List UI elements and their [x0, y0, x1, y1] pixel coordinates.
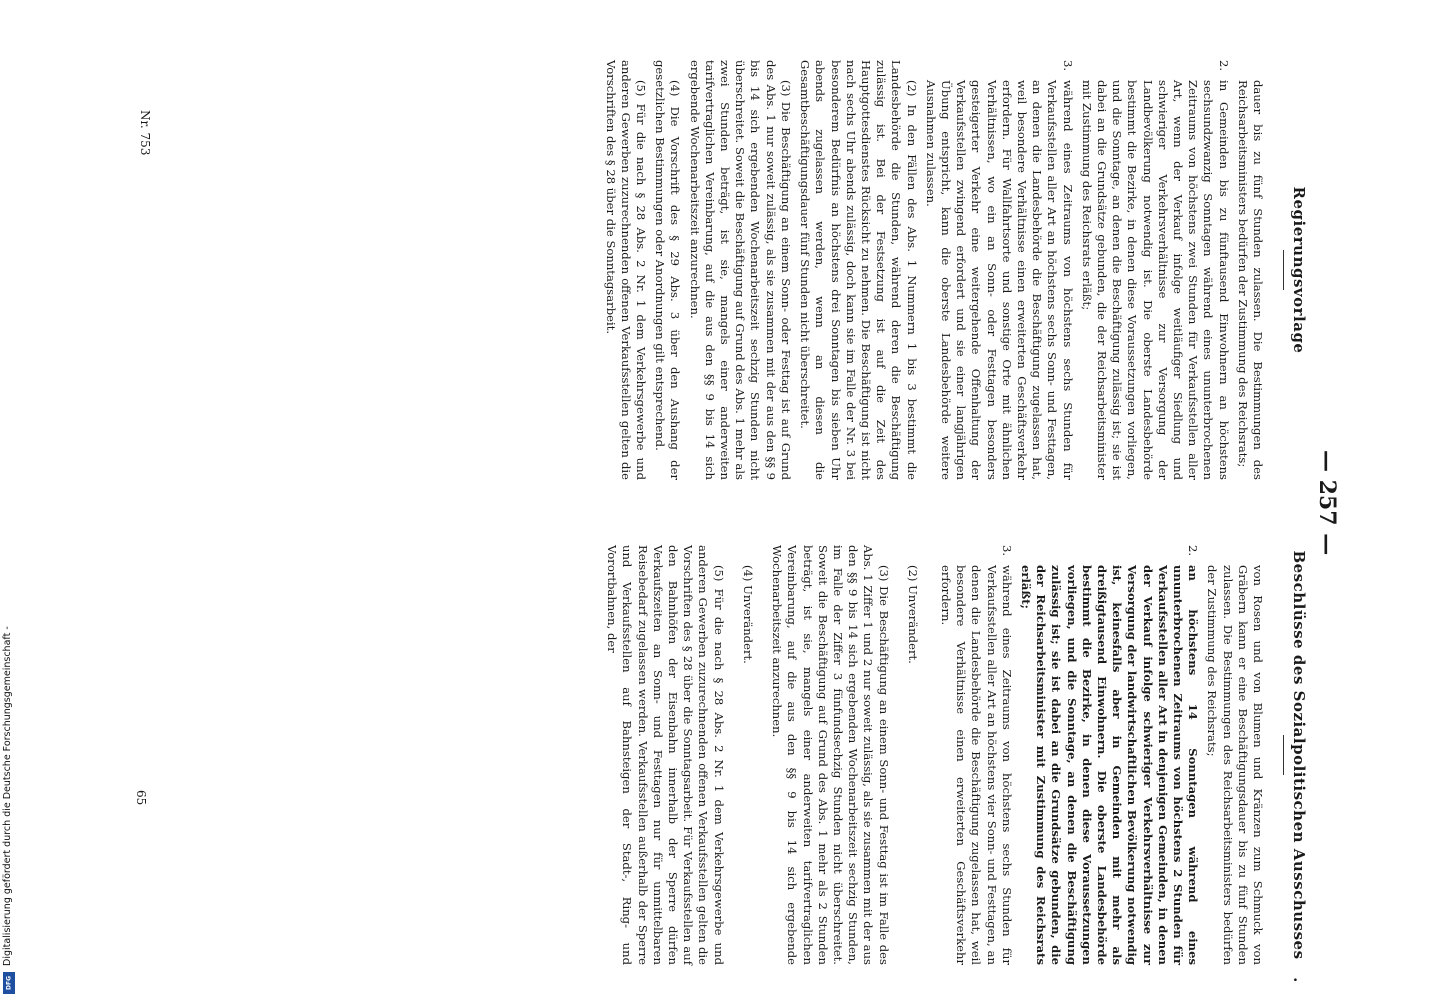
- dfg-logo-icon: DFG: [3, 972, 15, 994]
- dfg-credit-text: Digitalisierung gefördert durch die Deutsche Forschungsgemeinschaft -: [2, 626, 13, 966]
- right-para-3: (3) Die Beschäftigung an einem Sonn- und Festtag ist im Falle des Abs. 1 Ziffer 1 und 2 nur soweit zulässig, als sie zusammen mit der aus den §§ 9 bis 14 sich ergebenden Wochenarbeitszeit sechzig Stunden, im Falle der Ziffer 3 fünfundsechzig Stunden nicht überschreitet. Soweit die Beschäftigung auf Grund des Abs. 1 mehr als 2 Stunden beträgt, ist sie, mangels einer anderweiten tarifvertraglichen Vereinbarung, auf die aus den §§ 9 bis 14 sich ergebende Wochenarbeitszeit anzurechnen.: [770, 545, 891, 965]
- left-column: [598, 60, 1265, 480]
- left-item-3: [919, 60, 1075, 480]
- right-para-4: (4) Unverändert.: [740, 565, 755, 664]
- left-heading: Regierungsvorlage: [1290, 186, 1308, 354]
- right-item-2-text: an höchstens 14 Sonntagen während eines ununterbrochenen Zeitraums von höchstens 2 Stunden für Verkaufsstellen aller Art in denjenigen Gemeinden, in denen der Verkauf infolge schwieriger Verkehrsverhältnisse zur Versorgung der landwirtschaftlichen Bevölkerung notwendig ist, keinesfalls aber in Gemeinden mit mehr als dreißigtausend Einwohnern. Die oberste Landesbehörde bestimmt die Bezirke, in denen diese Voraussetzungen vorliegen, und die Sonntage, an denen die Beschäftigung zulässig ist; sie ist dabei an die Grundsätze gebunden, die der Reichsarbeitsminister mit Zustimmung des Reichsrats erläßt;: [1018, 565, 1201, 965]
- dfg-credit: [2, 606, 16, 996]
- page-number: — 257 —: [1314, 450, 1340, 556]
- right-para-2: (2) Unverändert.: [905, 565, 920, 664]
- footer-left: Nr. 753: [138, 110, 152, 156]
- left-heading-rule: [1283, 250, 1284, 290]
- left-para-5: (5) Für die nach § 28 Abs. 2 Nr. 1 dem Verkehrsgewerbe und anderen Gewerben zuzurechnenden offenen Verkaufsstellen gelten die Vorschriften des § 28 über die Sonntagsarbeit.: [603, 60, 649, 480]
- left-intro: dauer bis zu fünf Stunden zulassen. Die Bestimmungen des Reichsarbeitsministers bedürfen der Zustimmung des Reichsrats;: [1235, 80, 1265, 480]
- right-item-2: [1014, 545, 1200, 965]
- right-item-3-number: 3.: [999, 545, 1014, 557]
- right-intro: von Rosen und von Blumen und Kränzen zum Schmuck von Gräbern kann er eine Beschäftigungsdauer bis zu fünf Stunden zulassen. Die Bestimmungen des Reichsarbeitsministers bedürfen der Zustimmung des Reichsrats;: [1205, 565, 1265, 965]
- footer-page-number: 65: [134, 790, 148, 806]
- left-item-2-text: in Gemeinden bis zu fünftausend Einwohnern an höchstens sechsundzwanzig Sonntagen während eines ununterbrochenen Zeitraums von höchstens zwei Stunden für Verkaufsstellen aller Art, wenn der Verkauf infolge weitläufiger Siedlung und schwieriger Verkehrsverhältnisse zur Versorgung der Landbevölkerung notwendig ist. Die oberste Landesbehörde bestimmt die Bezirke, in denen diese Voraussetzungen vorliegen, und die Sonntage, an denen die Beschäftigung zulässig ist; sie ist dabei an die Grundsätze gebunden, die der Reichsarbeitsminister mit Zustimmung des Reichsrats erläßt;: [1079, 80, 1231, 480]
- left-item-3-number: 3.: [1060, 60, 1075, 72]
- left-para-2: (2) In den Fällen des Abs. 1 Nummern 1 bis 3 bestimmt die Landesbehörde die Stunden, während deren die Beschäftigung zulässig ist. Bei der Festsetzung ist auf die Zeit des Hauptgottesdienstes Rücksicht zu nehmen. Die Beschäftigung ist nicht nach sechs Uhr abends zulässig, doch kann sie im Falle der Nr. 3 bei besonderem Bedürfnis an höchstens drei Sonntagen bis sieben Uhr abends zugelassen werden, wenn an diesen die Gesamtbeschäftigungsdauer fünf Stunden nicht überschreitet.: [798, 60, 919, 480]
- left-item-2-number: 2.: [1216, 60, 1231, 72]
- right-item-3: [934, 545, 1014, 965]
- left-para-4: (4) Die Vorschrift des § 29 Abs. 3 über den Aushang der gesetzlichen Bestimmungen oder Anordnungen gilt entsprechend.: [653, 60, 683, 480]
- right-heading: Beschlüsse des Sozialpolitischen Ausschusses: [1290, 550, 1308, 960]
- right-item-3-text: während eines Zeitraums von höchstens sechs Stunden für Verkaufsstellen aller Art an höchstens vier Sonn- und Festtagen, an denen die Landesbehörde die Beschäftigung zugelassen hat, weil besondere Verhältnisse einen erweiterten Geschäftsverkehr erfordern.: [938, 565, 1014, 965]
- left-item-3-text: während eines Zeitraums von höchstens sechs Stunden für Verkaufsstellen aller Art an höchstens sechs Sonn- und Festtagen, an denen die Landesbehörde die Beschäftigung zugelassen hat, weil besondere Verhältnisse einen erweiterten Geschäftsverkehr erfordern. Für Wallfahrtsorte und sonstige Orte mit ähnlichen Verhältnissen, wo ein an Sonn- oder Festtagen besonders gesteigerter Verkehr eine weitergehende Offenhaltung der Verkaufsstellen zwingend erfordert und sie einer langjährigen Übung entspricht, kann die oberste Landesbehörde weitere Ausnahmen zulassen.: [923, 80, 1075, 480]
- right-item-2-number: 2.: [1186, 545, 1201, 557]
- left-para-3: (3) Die Beschäftigung an einem Sonn- oder Festtag ist auf Grund des Abs. 1 nur soweit zulässig, als sie zusammen mit der aus den §§ 9 bis 14 sich ergebenden Wochenarbeitszeit sechzig Stunden nicht überschreitet. Soweit die Beschäftigung auf Grund des Abs. 1 mehr als zwei Stunden beträgt, ist sie, mangels einer anderweiten tarifvertraglichen Vereinbarung, auf die aus den §§ 9 bis 14 sich ergebende Wochenarbeitszeit anzurechnen.: [687, 60, 793, 480]
- right-para-5: (5) Für die nach § 28 Abs. 2 Nr. 1 dem Verkehrsgewerbe und anderen Gewerben zuzurechnenden offenen Verkaufsstellen gelten die Vorschriften des § 28 über die Sonntagsarbeit. Für Verkaufsstellen auf den Bahnhöfen der Eisenbahn innerhalb der Sperre dürfen Verkaufszeiten an Sonn- und Festtagen nur für unmittelbaren Reisebedarf zugelassen werden. Verkaufsstellen außerhalb der Sperre und Verkaufsstellen auf Bahnsteigen der Stadt-, Ring- und Vorortbahnen, der: [605, 545, 726, 965]
- left-item-2: [1075, 60, 1231, 480]
- right-heading-rule: [1283, 735, 1284, 775]
- right-heading-dot: .: [1290, 977, 1308, 983]
- right-column: [600, 545, 1265, 965]
